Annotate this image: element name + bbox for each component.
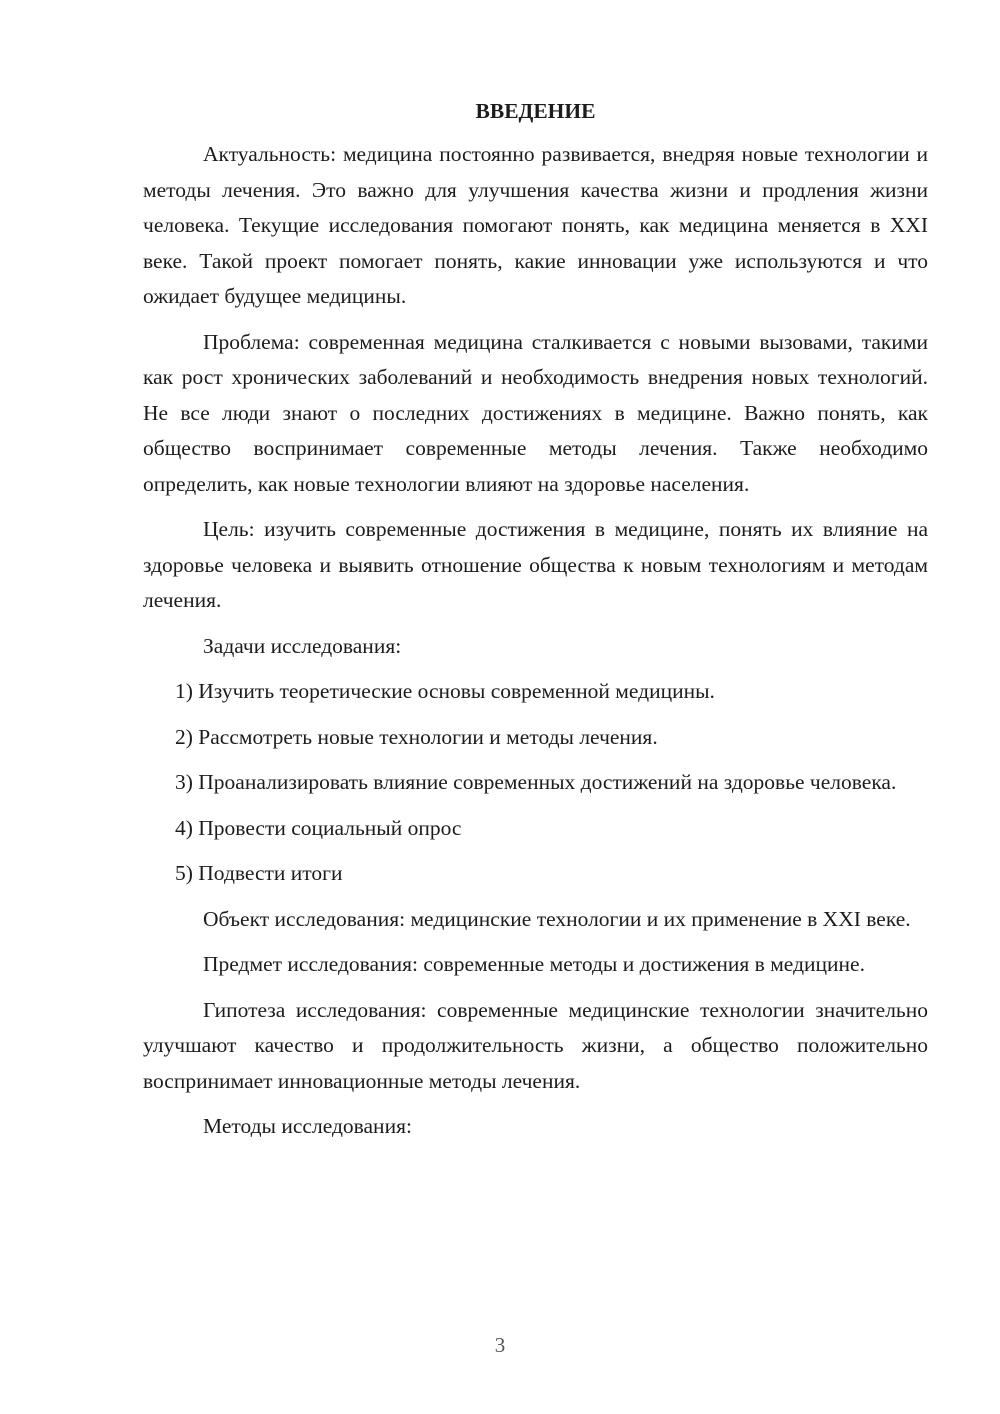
paragraph-subject: Предмет исследования: современные методы и достижения в медицине. <box>203 952 865 976</box>
page-number: 3 <box>494 1333 506 1357</box>
paragraph-hypothesis: Гипотеза исследования: современные медицинские технологии значительно улучшают качество и продолжительность жизни, а общество положительно воспринимает инновационные методы лечения. <box>143 997 928 1093</box>
task-item-1: 1) Изучить теоретические основы современной медицины. <box>175 679 715 703</box>
task-item-4: 4) Провести социальный опрос <box>175 815 462 840</box>
task-item-2: 2) Рассмотреть новые технологии и методы лечения. <box>175 724 658 749</box>
tasks-title: Задачи исследования: <box>203 633 402 658</box>
page-title: ВВЕДЕНИЕ <box>475 99 596 123</box>
task-item-5: 5) Подвести итоги <box>175 861 343 885</box>
document-page <box>143 96 928 1155</box>
methods-title: Методы исследования: <box>203 1114 412 1138</box>
paragraph-goal: Цель: изучить современные достижения в медицине, понять их влияние на здоровье человека и выявить отношение общества к новым технологиям и методам лечения. <box>143 517 928 612</box>
paragraph-problem: Проблема: современная медицина сталкивается с новыми вызовами, такими как рост хронических заболеваний и необходимость внедрения новых технологий. Не все люди знают о последних достижениях в медицине. Важно понять, как общество воспринимает современные методы лечения. Также необходимо определить, как новые технологии влияют на здоровье населения. <box>143 329 928 496</box>
paragraph-relevance: Актуальность: медицина постоянно развивается, внедряя новые технологии и методы лечения. Это важно для улучшения качества жизни и продления жизни человека. Текущие исследования помогают понять, как медицина меняется в XXI веке. Такой проект помогает понять, какие инновации уже используются и что ожидает будущее медицины. <box>143 142 928 308</box>
task-item-3: 3) Проанализировать влияние современных достижений на здоровье человека. <box>175 770 897 794</box>
paragraph-object: Объект исследования: медицинские технологии и их применение в XXI веке. <box>203 906 911 931</box>
